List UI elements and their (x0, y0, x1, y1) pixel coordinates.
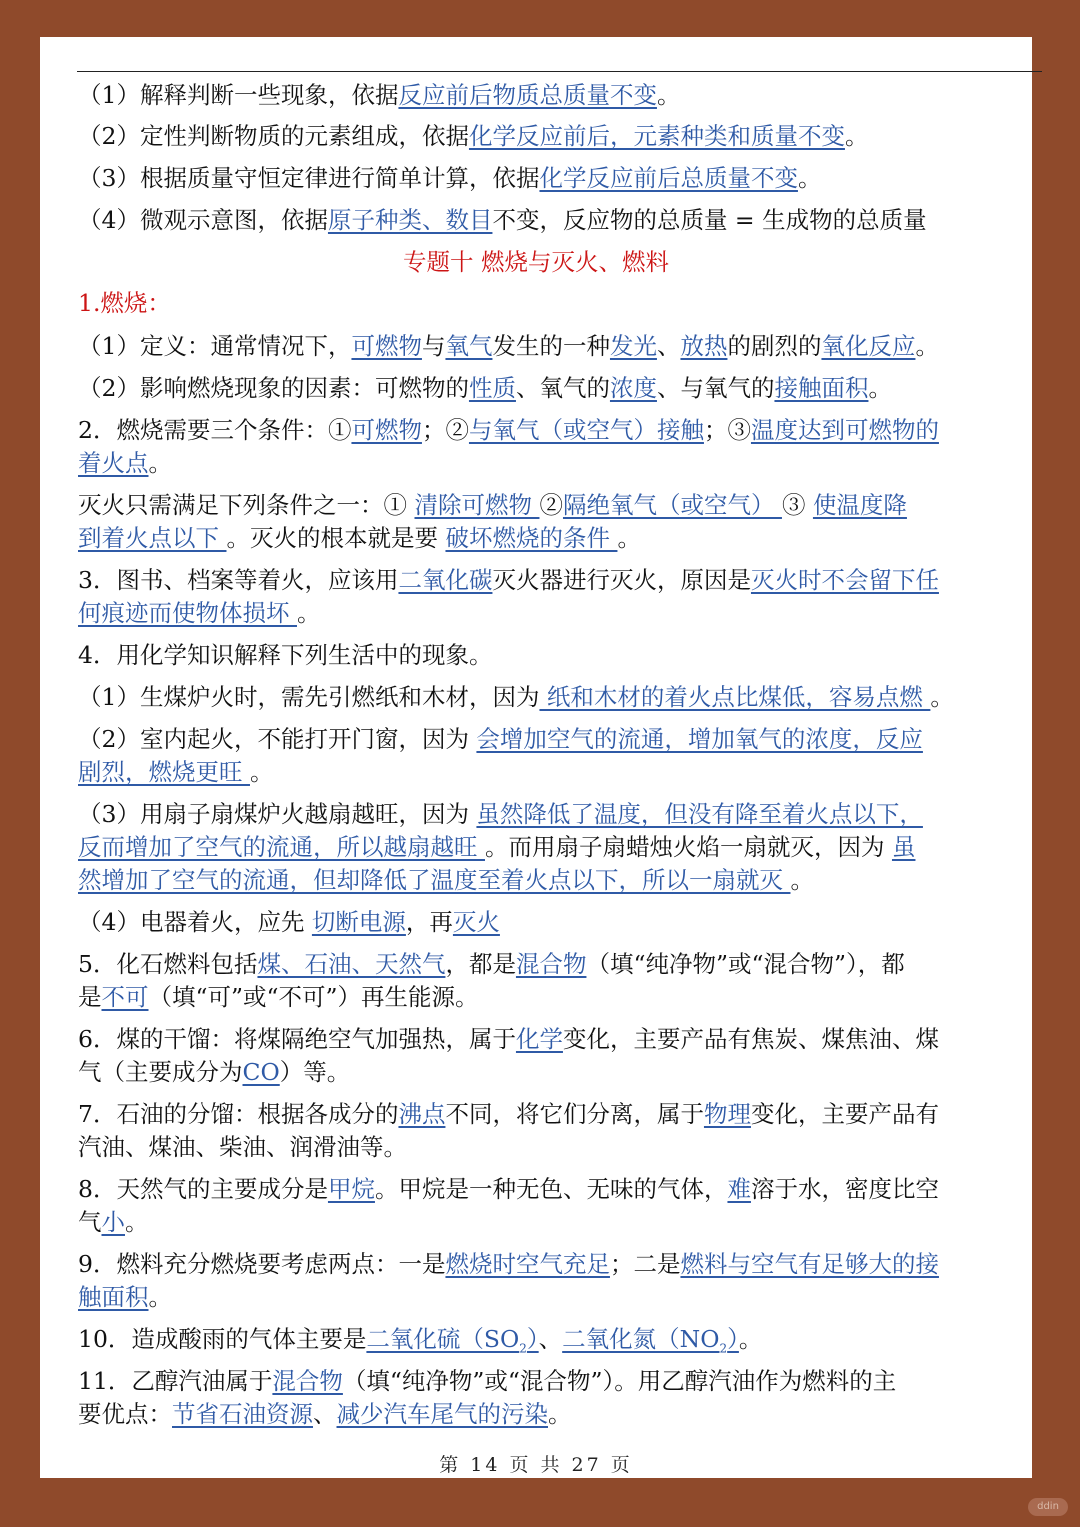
section-title: 专题十 燃烧与灭火、燃料 (403, 248, 669, 276)
item-5-line-2: 是不可（填“可”或“不可”）再生能源。 (78, 983, 479, 1011)
item-4-part-4: （4）电器着火，应先 切断电源，再灭火 (78, 908, 500, 936)
item-4-part-3-line-1: （3）用扇子扇煤炉火越扇越旺，因为 虽然降低了温度，但没有降至着火点以下， (78, 800, 923, 828)
item-2-line-1: 2．燃烧需要三个条件：①可燃物；②与氧气（或空气）接触；③温度达到可燃物的 (78, 416, 939, 444)
watermark: ddin (1028, 1498, 1068, 1516)
header-line-4: （4）微观示意图，依据原子种类、数目不变，反应物的总质量 = 生成物的总质量 (78, 206, 927, 234)
item-3-line-1: 3．图书、档案等着火，应该用二氧化碳灭火器进行灭火，原因是灭火时不会留下任 (78, 566, 939, 594)
item-4-part-2-line-2: 剧烈，燃烧更旺 。 (78, 758, 274, 786)
fire-line-1: 灭火只需满足下列条件之一：① 清除可燃物 ②隔绝氧气（或空气） ③ 使温度降 (78, 491, 907, 519)
top-rule (77, 71, 1042, 72)
header-line-2: （2）定性判断物质的元素组成，依据化学反应前后，元素种类和质量不变。 (78, 122, 869, 150)
item-4-part-3-line-3: 然增加了空气的流通，但却降低了温度至着火点以下，所以一扇就灭 。 (78, 866, 814, 894)
item-7-line-1: 7．石油的分馏：根据各成分的沸点不同，将它们分离，属于物理变化，主要产品有 (78, 1100, 939, 1128)
item-4-part-1: （1）生煤炉火时，需先引燃纸和木材，因为 纸和木材的着火点比煤低，容易点燃 。 (78, 683, 954, 711)
item-10: 10．造成酸雨的气体主要是二氧化硫$(SO_2)$、二氧化氮$(NO_2)$。 (78, 1325, 763, 1356)
item-1-definition: （1）定义：通常情况下，可燃物与氧气发生的一种发光、放热的剧烈的氧化反应。 (78, 332, 939, 360)
item-2-line-2: 着火点。 (78, 449, 172, 477)
document-page (40, 37, 1032, 1478)
item-11-line-1: 11．乙醇汽油属于混合物（填“纯净物”或“混合物”）。用乙醇汽油作为燃料的主 (78, 1367, 897, 1395)
answer: 化学反应前后总质量不变 (539, 164, 798, 192)
answer: 反应前后物质总质量不变 (398, 81, 657, 109)
item-4-part-2-line-1: （2）室内起火，不能打开门窗，因为 会增加空气的流通，增加氧气的浓度，反应 (78, 725, 923, 753)
answer: 原子种类、数目 (327, 206, 493, 234)
header-line-1: （1）解释判断一些现象，依据反应前后物质总质量不变。 (78, 81, 681, 109)
fire-line-2: 到着火点以下 。灭火的根本就是要 破坏燃烧的条件 。 (78, 524, 641, 552)
item-1-factors: （2）影响燃烧现象的因素：可燃物的性质、氧气的浓度、与氧气的接触面积。 (78, 374, 892, 402)
item-6-line-1: 6．煤的干馏：将煤隔绝空气加强热，属于化学变化，主要产品有焦炭、煤焦油、煤 (78, 1025, 939, 1053)
item-3-line-2: 何痕迹而使物体损坏 。 (78, 599, 321, 627)
item-4-heading: 4．用化学知识解释下列生活中的现象。 (78, 641, 493, 669)
item-7-line-2: 汽油、煤油、柴油、润滑油等。 (78, 1133, 407, 1161)
answer: 化学反应前后，元素种类和质量不变 (468, 122, 845, 150)
item-5-line-1: 5．化石燃料包括煤、石油、天然气，都是混合物（填“纯净物”或“混合物”），都 (78, 950, 905, 978)
item-9-line-2: 触面积。 (78, 1283, 172, 1311)
item-1-heading: 1.燃烧： (78, 289, 171, 317)
item-4-part-3-line-2: 反而增加了空气的流通，所以越扇越旺 。而用扇子扇蜡烛火焰一扇就灭，因为 虽 (78, 833, 916, 861)
header-line-3: （3）根据质量守恒定律进行简单计算，依据化学反应前后总质量不变。 (78, 164, 822, 192)
item-9-line-1: 9．燃料充分燃烧要考虑两点：一是燃烧时空气充足；二是燃料与空气有足够大的接 (78, 1250, 939, 1278)
item-8-line-2: 气小。 (78, 1208, 149, 1236)
item-8-line-1: 8．天然气的主要成分是甲烷。甲烷是一种无色、无味的气体，难溶于水，密度比空 (78, 1175, 939, 1203)
item-6-line-2: 气（主要成分为CO）等。 (78, 1058, 351, 1086)
item-11-line-2: 要优点：节省石油资源、减少汽车尾气的污染。 (78, 1400, 572, 1428)
page-number: 第 14 页 共 27 页 (439, 1454, 633, 1476)
